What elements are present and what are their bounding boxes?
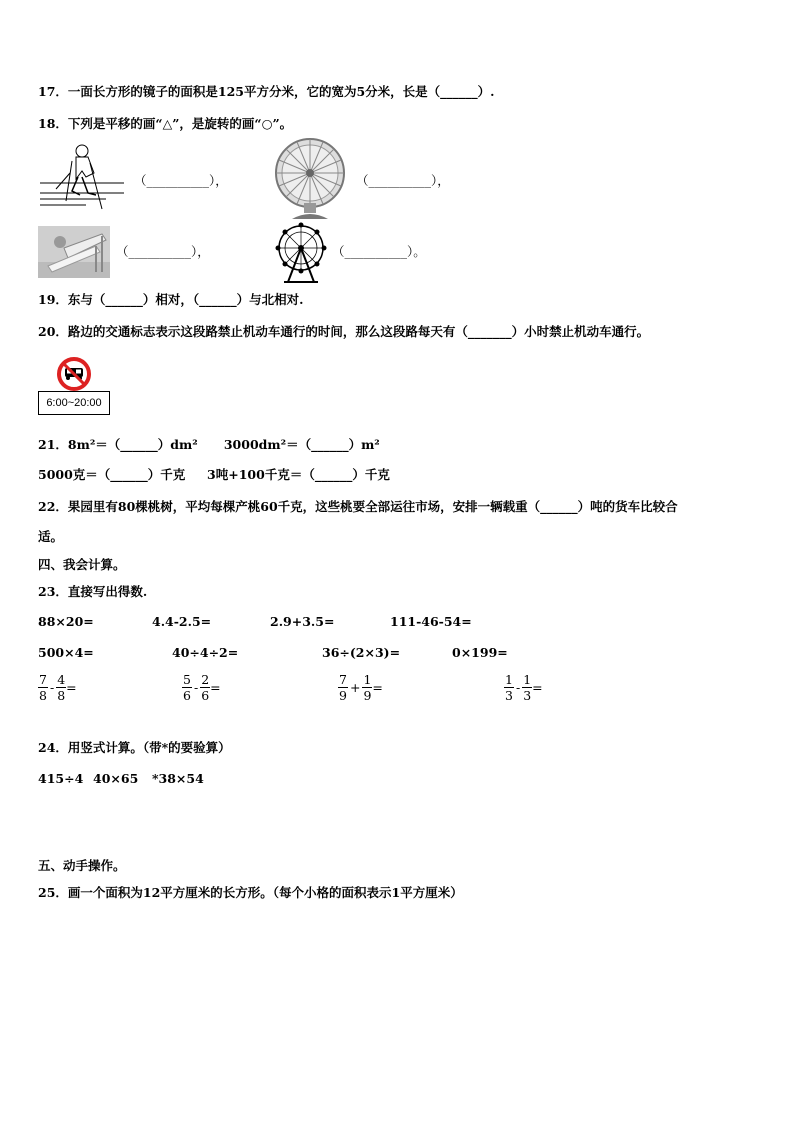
calc-item: 0×199= xyxy=(452,645,508,660)
answer-blank-fan[interactable]: （__________）， xyxy=(356,173,450,188)
numerator: 7 xyxy=(339,672,347,687)
denominator: 9 xyxy=(339,688,347,703)
denominator: 3 xyxy=(523,688,532,703)
answer-blank-ferris-wheel[interactable]: （__________）。 xyxy=(332,244,426,259)
denominator: 8 xyxy=(57,688,66,703)
question-22-line-1: 22．果园里有80棵桃树，平均每棵产桃60千克，这些桃要全部运往市场，安排一辆载重（______）吨的货车比较合 xyxy=(38,499,678,514)
vertical-calc-item: *38×54 xyxy=(152,771,204,786)
answer-blank-skier[interactable]: （__________）， xyxy=(134,173,228,188)
vertical-calc-item: 40×65 xyxy=(93,771,139,786)
question-24-title: 24．用竖式计算。（带*的要验算） xyxy=(38,740,231,755)
vertical-calc-item: 415÷4 xyxy=(38,771,84,786)
fraction-expression xyxy=(504,672,543,703)
question-21-line-1: 21．8m²＝（______）dm² 3000dm²＝（______）m² xyxy=(38,437,380,452)
calc-item: 40÷4÷2= xyxy=(172,645,239,660)
no-motor-vehicle-sign-icon xyxy=(52,357,96,391)
question-21-line-2: 5000克＝（______）千克 3吨+100千克＝（______）千克 xyxy=(38,467,390,482)
calc-item: 2.9+3.5= xyxy=(270,614,335,629)
denominator: 6 xyxy=(201,688,210,703)
equals-sign: = xyxy=(532,680,543,695)
sign-time-plate: 6:00~20:00 xyxy=(38,391,110,415)
skier-icon xyxy=(36,143,128,213)
section-5-title: 五、动手操作。 xyxy=(38,858,126,873)
numerator: 2 xyxy=(201,672,210,687)
denominator: 3 xyxy=(505,688,513,703)
numerator: 1 xyxy=(505,672,513,687)
question-23-title: 23．直接写出得数. xyxy=(38,584,148,599)
denominator: 8 xyxy=(39,688,47,703)
calc-item: 111-46-54= xyxy=(390,614,472,629)
equals-sign: = xyxy=(372,680,383,695)
operator: - xyxy=(515,680,521,695)
numerator: 5 xyxy=(183,672,191,687)
denominator: 9 xyxy=(363,688,372,703)
numerator: 1 xyxy=(363,672,372,687)
section-4-title: 四、我会计算。 xyxy=(38,557,126,572)
calc-item: 4.4-2.5= xyxy=(152,614,212,629)
answer-blank-slide[interactable]: （__________）， xyxy=(116,244,210,259)
ferris-wheel-icon xyxy=(274,222,328,284)
question-25: 25．画一个面积为12平方厘米的长方形。（每个小格的面积表示1平方厘米） xyxy=(38,885,463,900)
question-20: 20．路边的交通标志表示这段路禁止机动车通行的时间，那么这段路每天有（_______）小时禁止机动车通行。 xyxy=(38,324,650,339)
operator: - xyxy=(193,680,199,695)
slide-icon xyxy=(38,226,110,278)
calc-item: 500×4= xyxy=(38,645,94,660)
question-17: 17．一面长方形的镜子的面积是125平方分米，它的宽为5分米，长是（______）. xyxy=(38,84,495,99)
fraction-expression xyxy=(182,672,221,703)
operator: + xyxy=(349,680,361,695)
numerator: 7 xyxy=(39,672,47,687)
question-19: 19．东与（______）相对，（______）与北相对. xyxy=(38,292,304,307)
equals-sign: = xyxy=(210,680,221,695)
question-18: 18．下列是平移的画“△”，是旋转的画“○”。 xyxy=(38,116,293,131)
operator: - xyxy=(49,680,55,695)
question-22-line-2: 适。 xyxy=(38,529,64,544)
fraction-expression xyxy=(338,672,383,703)
numerator: 1 xyxy=(523,672,532,687)
denominator: 6 xyxy=(183,688,191,703)
equals-sign: = xyxy=(66,680,77,695)
fan-icon xyxy=(272,137,348,219)
numerator: 4 xyxy=(57,672,66,687)
calc-item: 36÷(2×3)= xyxy=(322,645,401,660)
calc-item: 88×20= xyxy=(38,614,94,629)
fraction-expression xyxy=(38,672,77,703)
